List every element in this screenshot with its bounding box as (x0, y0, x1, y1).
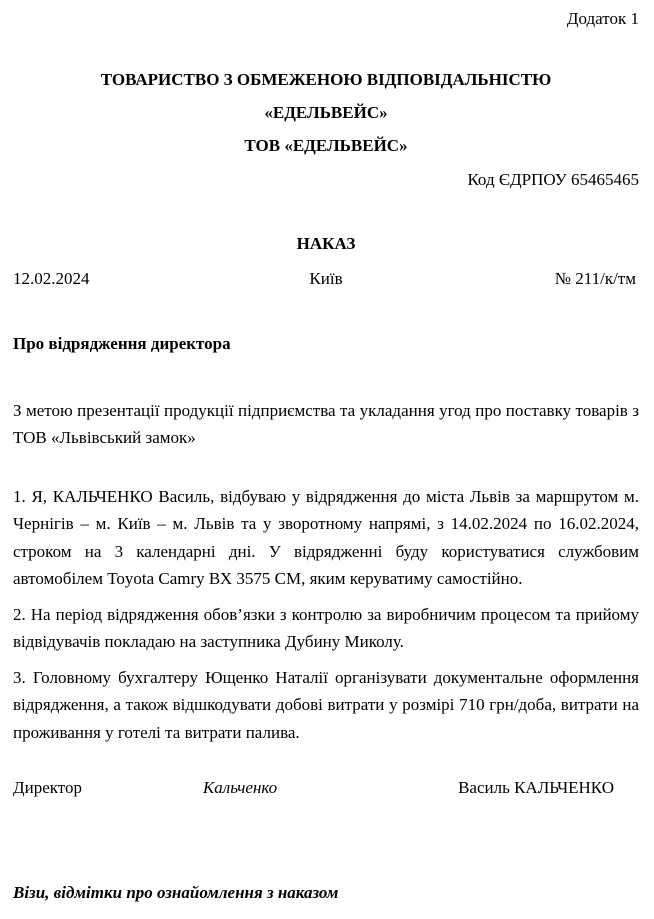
annex-label: Додаток 1 (566, 9, 639, 28)
signer-position: Директор (13, 777, 82, 797)
signature-handwritten: Кальченко (203, 777, 278, 797)
document-page (13, 5, 639, 919)
order-paragraph-2: 2. На період відрядження обов’язки з контролю за виробничим процесом та прийому відвідувачів покладаю на заступника Дубину Миколу. (13, 604, 639, 652)
order-city: Київ (309, 268, 343, 288)
order-date: 12.02.2024 (13, 268, 90, 288)
order-body (13, 483, 639, 746)
company-full-name: ТОВАРИСТВО З ОБМЕЖЕНОЮ ВІДПОВІДАЛЬНІСТЮ (100, 70, 552, 90)
company-short-name: ТОВ «ЕДЕЛЬВЕЙС» (244, 136, 408, 156)
order-meta-row (13, 265, 639, 292)
company-header (13, 63, 639, 162)
signature-row (13, 774, 639, 801)
order-number: № 211/к/тм (554, 268, 636, 288)
document-type-title: НАКАЗ (296, 234, 356, 254)
visas-acknowledgement-label: Візи, відмітки про ознайомлення з наказом (13, 882, 339, 902)
signer-full-name: Василь КАЛЬЧЕНКО (458, 777, 614, 797)
order-preamble: З метою презентації продукції підприємства та укладання угод про поставку товарів з ТОВ «Львівський замок» (13, 400, 639, 447)
edrpou-code: Код ЄДРПОУ 65465465 (467, 170, 639, 190)
order-subject: Про відрядження директора (13, 333, 231, 353)
order-paragraph-3: 3. Головному бухгалтеру Ющенко Наталії організувати документальне оформлення відрядження, а також відшкодувати добові витрати у розмірі 710 грн/доба, витрати на проживання у готелі та витрати палива. (13, 668, 639, 742)
order-paragraph-1: 1. Я, КАЛЬЧЕНКО Василь, відбуваю у відрядження до міста Львів за маршрутом м. Чернігів – м. Київ – м. Львів та у зворотному напрямі, з 14.02.2024 по 16.02.2024, строком на 3 календарні дні. У відрядженні буду користуватися службовим автомобілем Toyota Camry ВХ 3575 СМ, яким керуватиму самостійно. (13, 487, 639, 588)
company-quoted-name: «ЕДЕЛЬВЕЙС» (264, 103, 388, 123)
